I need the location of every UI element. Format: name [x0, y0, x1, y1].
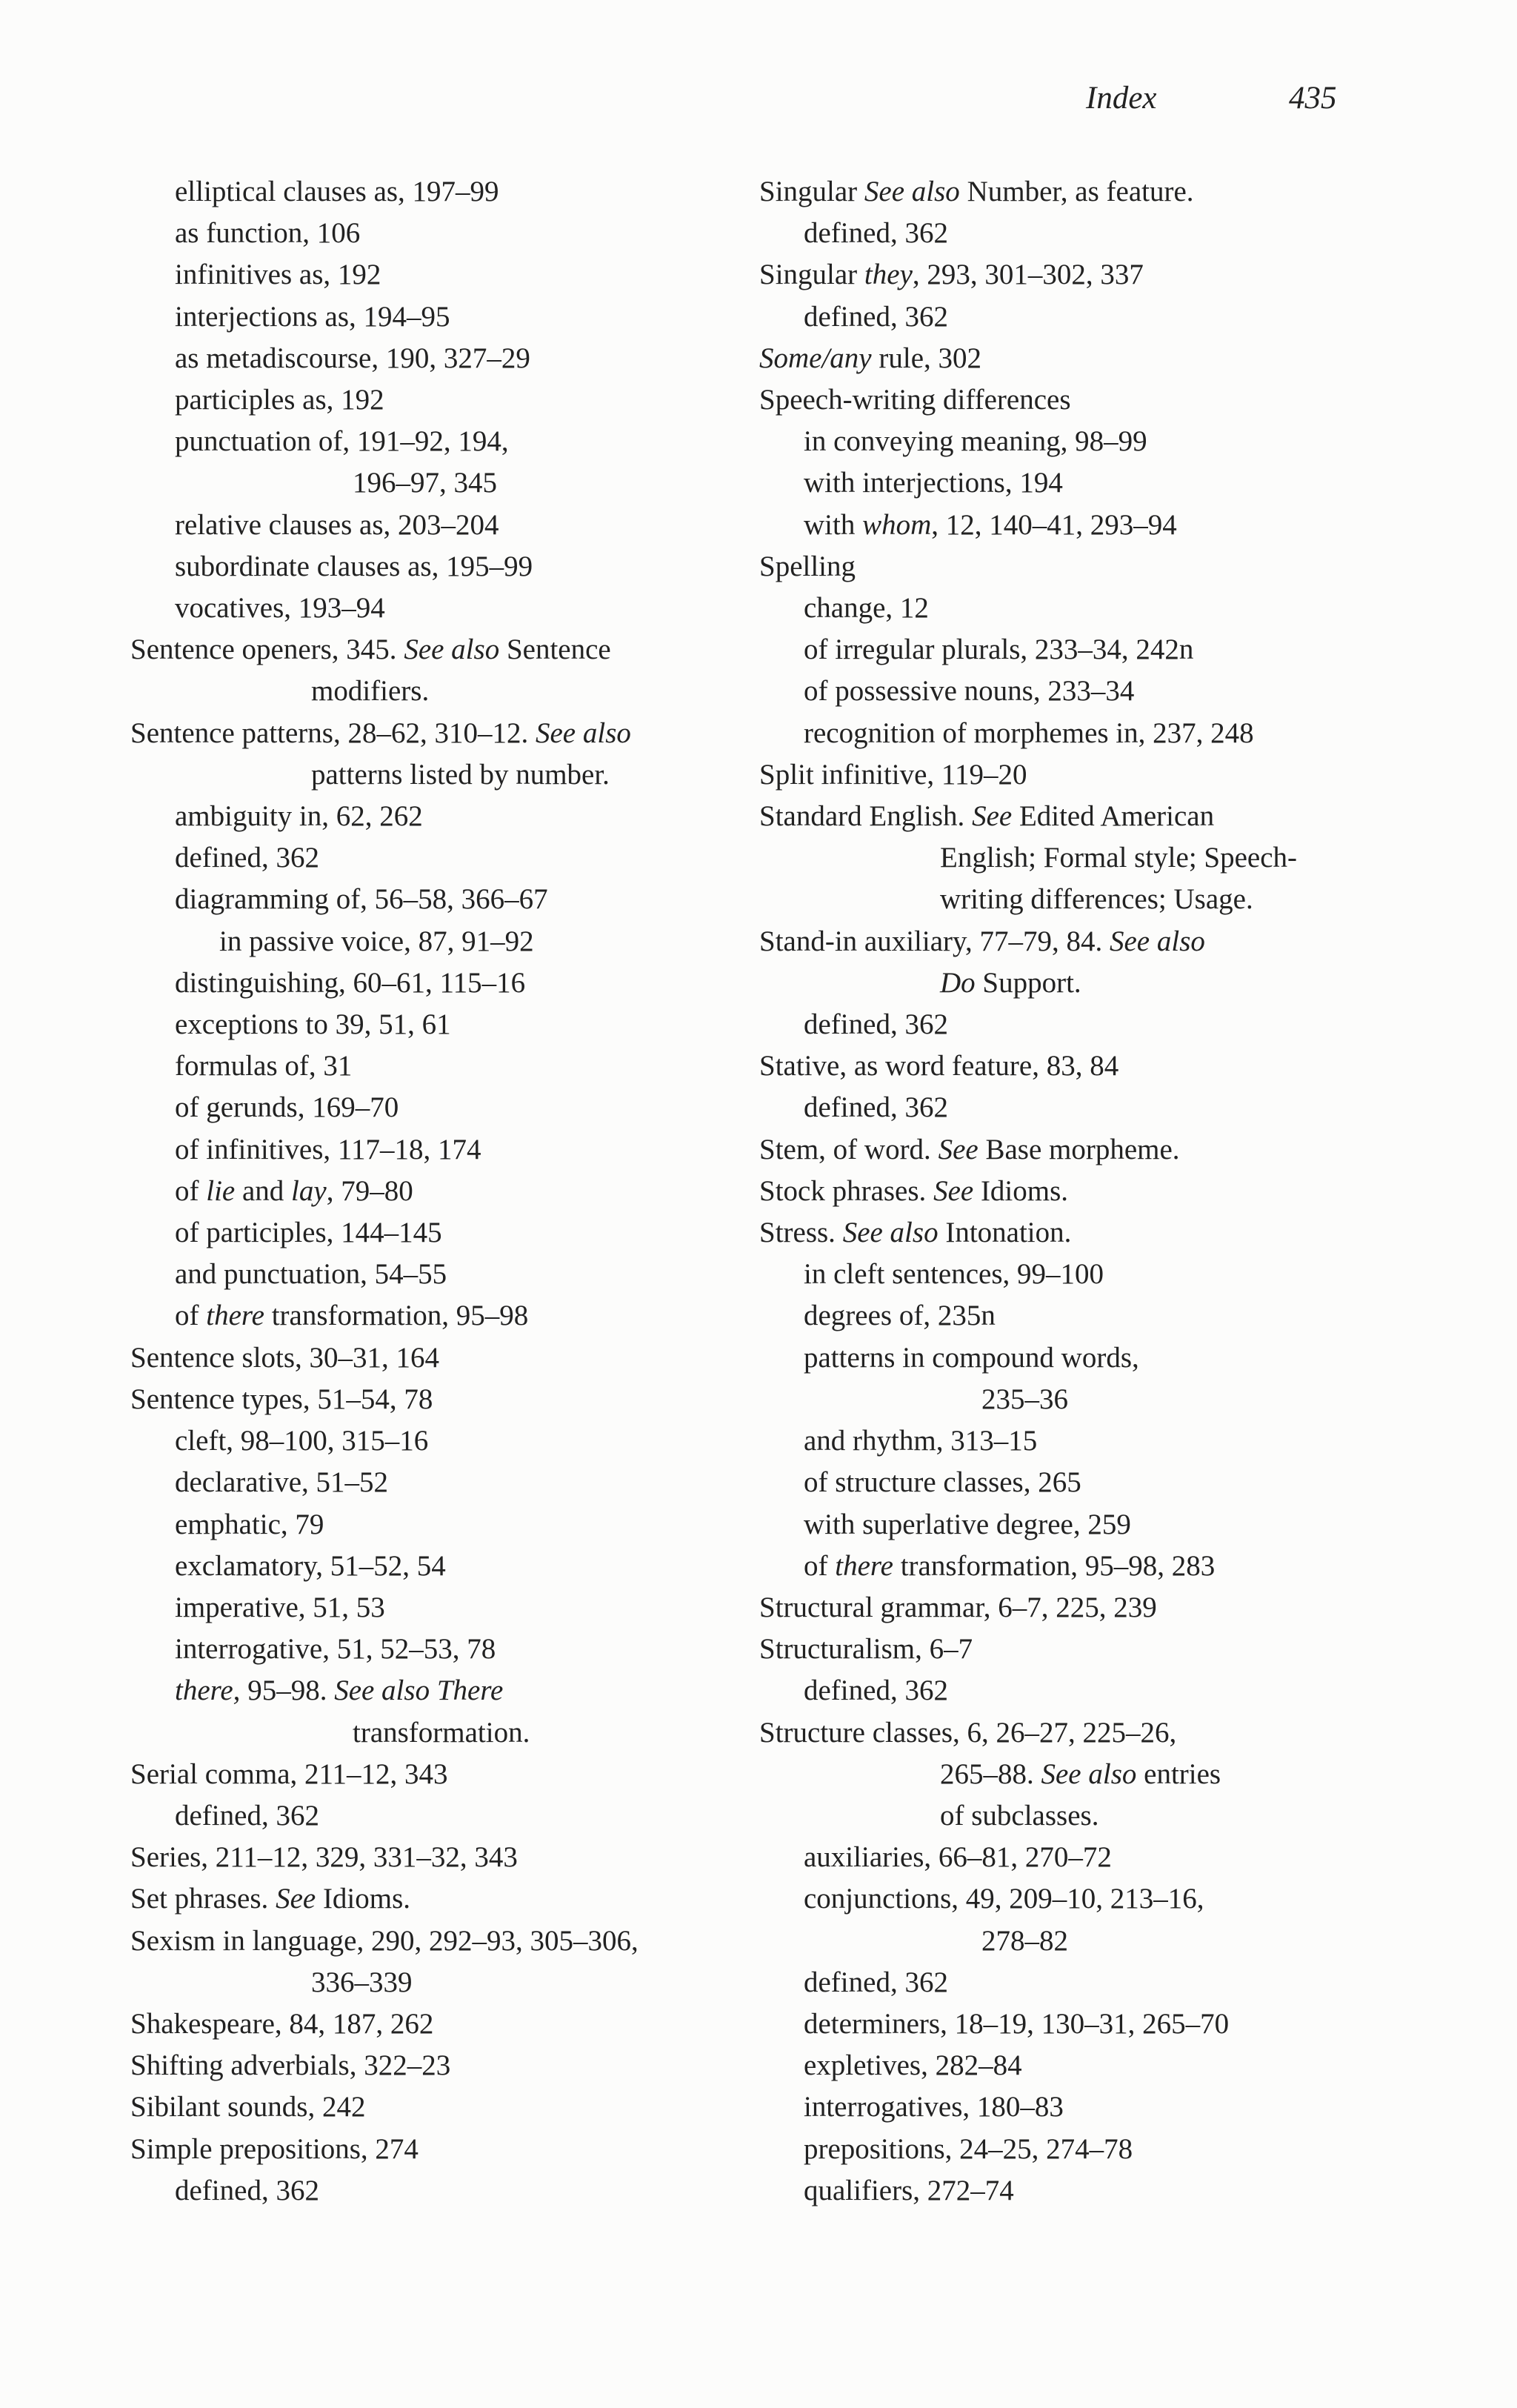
entry-continuation: 336–339 [311, 1966, 413, 1998]
index-entry [130, 1337, 753, 1379]
index-subentry [759, 1254, 1381, 1295]
index-subentry [130, 254, 753, 296]
index-subentry [130, 837, 753, 879]
entry-text: conjunctions, 49, 209–10, 213–16, [804, 1883, 1204, 1915]
entry-text: interjections as, 194–95 [175, 300, 450, 333]
entry-text: infinitives as, 192 [175, 259, 381, 291]
index-subentry [759, 1462, 1381, 1503]
entry-text: of participles, 144–145 [175, 1217, 442, 1249]
index-subentry [130, 1504, 753, 1546]
entry-text: Stress. See also Intonation. [759, 1217, 1072, 1249]
entry-text: Structural grammar, 6–7, 225, 239 [759, 1591, 1157, 1623]
entry-text: participles as, 192 [175, 384, 384, 416]
index-subentry [130, 505, 753, 546]
entry-text: punctuation of, 191–92, 194, [175, 425, 509, 458]
entry-text: in passive voice, 87, 91–92 [219, 925, 534, 957]
entry-text: Shakespeare, 84, 187, 262 [130, 2007, 434, 2040]
entry-text: of possessive nouns, 233–34 [804, 675, 1135, 708]
index-subentry [759, 421, 1381, 462]
entry-text: defined, 362 [804, 217, 948, 250]
entry-text: auxiliaries, 66–81, 270–72 [804, 1841, 1112, 1874]
entry-text: vocatives, 193–94 [175, 592, 385, 625]
entry-text: of lie and lay, 79–80 [175, 1174, 413, 1207]
index-subentry [130, 1629, 753, 1670]
entry-text: Stem, of word. See Base morpheme. [759, 1133, 1180, 1165]
entry-text: cleft, 98–100, 315–16 [175, 1425, 429, 1457]
index-subentry [130, 338, 753, 379]
index-subentry [130, 1546, 753, 1587]
entry-text: and rhythm, 313–15 [804, 1425, 1038, 1457]
index-entry [759, 1629, 1381, 1670]
index-subentry [130, 921, 753, 962]
index-subentry [759, 1087, 1381, 1128]
index-subentry [759, 1004, 1381, 1045]
index-entry [130, 629, 753, 712]
index-subentry [130, 1462, 753, 1503]
index-subentry [759, 1670, 1381, 1712]
running-head: Index [1086, 81, 1157, 116]
entry-text: defined, 362 [175, 842, 319, 874]
entry-text: of gerunds, 169–70 [175, 1091, 399, 1124]
entry-text: prepositions, 24–25, 274–78 [804, 2132, 1133, 2165]
entry-continuation: 278–82 [981, 1924, 1068, 1957]
entry-text: Serial comma, 211–12, 343 [130, 1757, 448, 1790]
entry-text: of there transformation, 95–98 [175, 1300, 529, 1332]
index-entry [130, 1379, 753, 1420]
index-entry [759, 338, 1381, 379]
index-subentry [130, 1254, 753, 1295]
entry-text: Spelling [759, 550, 856, 582]
index-subentry [130, 1171, 753, 1212]
entry-text: Stative, as word feature, 83, 84 [759, 1050, 1119, 1082]
index-subentry [759, 462, 1381, 504]
index-entry [130, 2129, 753, 2170]
index-subentry [759, 2086, 1381, 2128]
entry-continuation: transformation. [353, 1716, 530, 1749]
entry-continuation: writing differences; Usage. [940, 883, 1253, 916]
index-subentry [130, 1087, 753, 1128]
entry-text: Structure classes, 6, 26–27, 225–26, [759, 1716, 1177, 1749]
entry-continuation: modifiers. [311, 675, 430, 708]
entry-continuation: of subclasses. [940, 1799, 1099, 1832]
index-subentry [759, 2003, 1381, 2045]
entry-text: defined, 362 [804, 1966, 948, 1998]
index-subentry [759, 1337, 1381, 1420]
index-entry [759, 921, 1381, 1004]
entry-text: recognition of morphemes in, 237, 248 [804, 716, 1254, 749]
index-entry [759, 254, 1381, 296]
index-subentry [130, 296, 753, 338]
entry-text: ambiguity in, 62, 262 [175, 800, 423, 833]
index-subentry [130, 1420, 753, 1462]
index-entry [130, 1878, 753, 1920]
index-entry [130, 1920, 753, 2003]
entry-text: determiners, 18–19, 130–31, 265–70 [804, 2007, 1230, 2040]
entry-text: and punctuation, 54–55 [175, 1258, 447, 1291]
index-subentry [130, 1004, 753, 1045]
entry-text: Sentence patterns, 28–62, 310–12. See also [130, 716, 631, 749]
index-subentry [130, 1045, 753, 1087]
entry-text: defined, 362 [175, 2174, 319, 2206]
entry-continuation: Do Support. [940, 966, 1081, 999]
index-entry [130, 1837, 753, 1878]
index-subentry [759, 1962, 1381, 2003]
index-entry [759, 546, 1381, 588]
entry-text: with superlative degree, 259 [804, 1508, 1131, 1540]
entry-text: Sexism in language, 290, 292–93, 305–306, [130, 1924, 639, 1957]
index-entry [759, 1587, 1381, 1629]
index-entry [130, 2086, 753, 2128]
index-subentry [130, 421, 753, 504]
entry-continuation: 265–88. See also entries [940, 1757, 1221, 1790]
index-subentry [759, 1504, 1381, 1546]
index-column-right [759, 171, 1381, 2212]
index-subentry [759, 1420, 1381, 1462]
index-entry [759, 1129, 1381, 1171]
entry-text: Stock phrases. See Idioms. [759, 1174, 1069, 1207]
entry-text: Some/any rule, 302 [759, 342, 982, 374]
index-subentry [130, 962, 753, 1004]
index-entry [130, 1754, 753, 1795]
index-subentry [759, 2045, 1381, 2086]
entry-text: in cleft sentences, 99–100 [804, 1258, 1104, 1291]
entry-text: exceptions to 39, 51, 61 [175, 1008, 451, 1041]
entry-continuation: 196–97, 345 [353, 467, 497, 499]
index-subentry [759, 213, 1381, 254]
entry-text: Sibilant sounds, 242 [130, 2091, 366, 2123]
index-subentry [759, 1546, 1381, 1587]
index-entry [759, 796, 1381, 921]
index-subentry [759, 588, 1381, 629]
entry-text: diagramming of, 56–58, 366–67 [175, 883, 548, 916]
index-subentry [759, 1837, 1381, 1878]
index-subentry [759, 629, 1381, 671]
entry-text: Set phrases. See Idioms. [130, 1883, 411, 1915]
entry-continuation: patterns listed by number. [311, 758, 610, 791]
entry-continuation: English; Formal style; Speech- [940, 842, 1298, 874]
index-entry [759, 171, 1381, 213]
index-subentry [130, 1587, 753, 1629]
index-entry [130, 713, 753, 796]
page-header [0, 80, 1517, 124]
index-subentry [759, 713, 1381, 754]
entry-text: of infinitives, 117–18, 174 [175, 1133, 481, 1165]
index-entry [759, 1171, 1381, 1212]
entry-text: Shifting adverbials, 322–23 [130, 2049, 451, 2082]
index-entry [759, 1712, 1381, 1837]
entry-text: Singular See also Number, as feature. [759, 176, 1194, 207]
entry-text: Structuralism, 6–7 [759, 1633, 973, 1666]
entry-text: Series, 211–12, 329, 331–32, 343 [130, 1841, 518, 1874]
index-subentry [130, 796, 753, 837]
entry-text: defined, 362 [804, 1674, 948, 1707]
index-entry [759, 1212, 1381, 1254]
index-subentry [130, 379, 753, 421]
entry-text: Split infinitive, 119–20 [759, 758, 1027, 791]
entry-text: with whom, 12, 140–41, 293–94 [804, 508, 1177, 541]
entry-text: Sentence types, 51–54, 78 [130, 1383, 433, 1415]
entry-text: subordinate clauses as, 195–99 [175, 550, 533, 582]
index-subentry [130, 588, 753, 629]
index-column-left [130, 171, 753, 2212]
entry-text: defined, 362 [175, 1799, 319, 1832]
index-subentry [759, 1878, 1381, 1961]
index-subentry [130, 213, 753, 254]
entry-text: emphatic, 79 [175, 1508, 324, 1540]
entry-text: exclamatory, 51–52, 54 [175, 1549, 446, 1582]
entry-text: Sentence openers, 345. See also Sentence [130, 633, 611, 666]
entry-text: Standard English. See Edited American [759, 800, 1215, 833]
entry-text: of there transformation, 95–98, 283 [804, 1549, 1216, 1582]
entry-text: patterns in compound words, [804, 1341, 1139, 1374]
index-subentry [130, 1295, 753, 1337]
index-subentry [130, 1212, 753, 1254]
index-subentry [759, 2170, 1381, 2212]
index-subentry [759, 2129, 1381, 2170]
entry-text: interrogative, 51, 52–53, 78 [175, 1633, 496, 1666]
entry-text: defined, 362 [804, 300, 948, 333]
entry-text: Singular they, 293, 301–302, 337 [759, 259, 1144, 291]
index-entry [759, 379, 1381, 421]
index-entry [759, 754, 1381, 796]
entry-text: of irregular plurals, 233–34, 242n [804, 633, 1194, 666]
entry-text: as function, 106 [175, 217, 361, 250]
entry-text: change, 12 [804, 592, 929, 625]
entry-text: distinguishing, 60–61, 115–16 [175, 966, 526, 999]
entry-text: Speech-writing differences [759, 384, 1071, 416]
entry-text: formulas of, 31 [175, 1050, 353, 1082]
entry-text: declarative, 51–52 [175, 1466, 389, 1499]
index-entry [759, 1045, 1381, 1087]
index-subentry [759, 296, 1381, 338]
index-entry [130, 2045, 753, 2086]
entry-continuation: 235–36 [981, 1383, 1068, 1415]
entry-text: degrees of, 235n [804, 1300, 996, 1332]
entry-text: there, 95–98. See also There [175, 1674, 504, 1707]
entry-text: defined, 362 [804, 1008, 948, 1041]
entry-text: interrogatives, 180–83 [804, 2091, 1064, 2123]
index-subentry [130, 546, 753, 588]
entry-text: expletives, 282–84 [804, 2049, 1022, 2082]
index-subentry [130, 879, 753, 920]
entry-text: of structure classes, 265 [804, 1466, 1081, 1499]
index-subentry [130, 1795, 753, 1837]
entry-text: qualifiers, 272–74 [804, 2174, 1014, 2206]
entry-text: elliptical clauses as, 197–99 [175, 176, 499, 207]
index-subentry [759, 1295, 1381, 1337]
index-subentry [759, 671, 1381, 712]
entry-text: imperative, 51, 53 [175, 1591, 385, 1623]
index-subentry [759, 505, 1381, 546]
index-subentry [130, 1129, 753, 1171]
entry-text: defined, 362 [804, 1091, 948, 1124]
index-entry [130, 2003, 753, 2045]
page-number: 435 [1289, 81, 1337, 116]
entry-text: Stand-in auxiliary, 77–79, 84. See also [759, 925, 1205, 957]
entry-text: Simple prepositions, 274 [130, 2132, 419, 2165]
entry-text: Sentence slots, 30–31, 164 [130, 1341, 440, 1374]
entry-text: relative clauses as, 203–204 [175, 508, 499, 541]
index-subentry [130, 171, 753, 213]
entry-text: as metadiscourse, 190, 327–29 [175, 342, 530, 374]
index-subentry [130, 1670, 753, 1753]
index-subentry [130, 2170, 753, 2212]
entry-text: with interjections, 194 [804, 467, 1063, 499]
entry-text: in conveying meaning, 98–99 [804, 425, 1147, 458]
